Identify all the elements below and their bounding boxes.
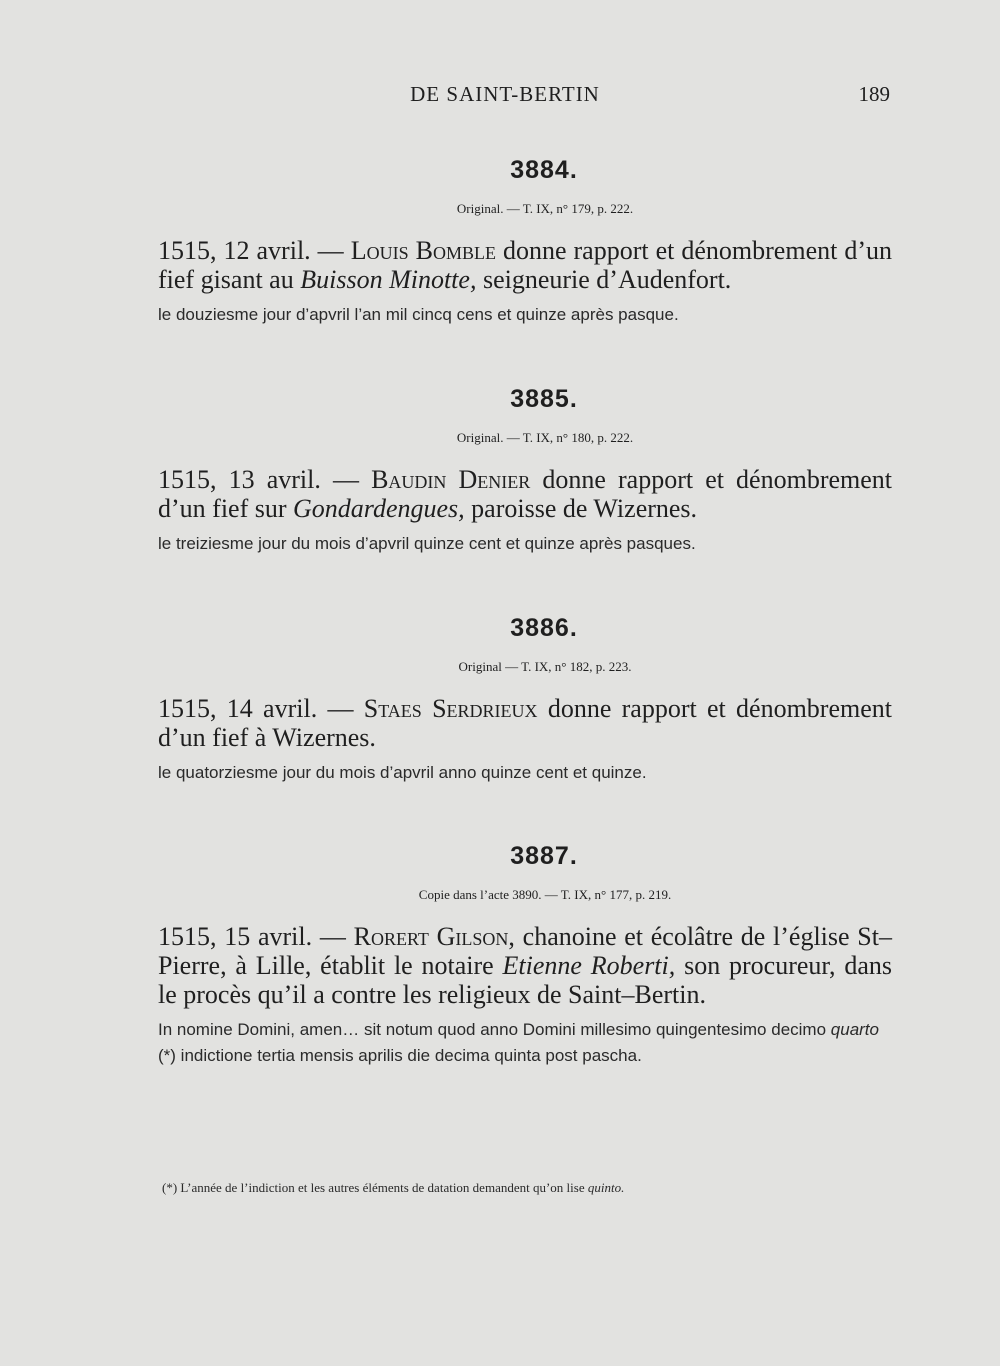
entry-quote: le quatorziesme jour du mois d’apvril anno quinze cent et quinze. (158, 763, 647, 782)
entry-quote: le douziesme jour d’apvril l’an mil cincq cens et quinze après pasque. (158, 305, 679, 324)
entry-number: 3884. (510, 156, 578, 184)
quote-text: In nomine Domini, amen… sit notum quod anno Domini millesimo quingentesimo decimo (158, 1020, 827, 1039)
footnote-italic-word: quinto. (587, 1180, 625, 1195)
entry-date: 1515, 12 avril. — (158, 236, 344, 265)
entry-3886 (158, 614, 892, 786)
place-name: Etienne Roberti, (502, 951, 676, 980)
running-title: DE SAINT-BERTIN (410, 82, 600, 106)
regeste-text: donne rapport et dénombrement d’un fief sur (158, 465, 893, 523)
entry-date: 1515, 15 avril. — (158, 922, 346, 951)
person-name: Rorert Gilson, (353, 922, 515, 951)
entry-3887 (158, 842, 892, 1069)
entry-source: Original. — T. IX, n° 180, p. 222. (456, 430, 634, 445)
page-number: 189 (858, 82, 890, 106)
entry-regeste (158, 922, 892, 1009)
entry-source: Original — T. IX, n° 182, p. 223. (458, 659, 632, 674)
running-head (0, 82, 1000, 108)
quote-italic-word: quarto (830, 1020, 879, 1039)
regeste-text: chanoine et écolâtre de l’église St–Pierre, à Lille, établit le notaire (158, 922, 892, 980)
entry-quote (158, 1017, 892, 1069)
entry-date: 1515, 13 avril. — (158, 465, 359, 494)
quote-text: (*) indictione tertia mensis aprilis die decima quinta post pascha. (158, 1046, 642, 1065)
regeste-text: donne rapport et dénombrement d’un fief gisant au (158, 236, 893, 294)
person-name: Louis Bomble (350, 236, 496, 265)
footnote (162, 1180, 862, 1196)
entry-number: 3887. (510, 842, 578, 870)
entry-regeste (158, 465, 892, 523)
person-name: Staes Serdrieux (363, 694, 538, 723)
entry-regeste (158, 694, 892, 752)
entry-date: 1515, 14 avril. — (158, 694, 354, 723)
entry-source: Original. — T. IX, n° 179, p. 222. (456, 201, 634, 216)
footnote-text: (*) L’année de l’indiction et les autres éléments de datation demandent qu’on lise (162, 1180, 585, 1195)
regeste-text: son procureur, dans le procès qu’il a contre les religieux de Saint–Bertin. (158, 951, 893, 1009)
regeste-text: donne rapport et dénombrement d’un fief à Wizernes. (158, 694, 892, 752)
entry-3885 (158, 385, 892, 557)
entry-number: 3886. (510, 614, 578, 642)
entry-source: Copie dans l’acte 3890. — T. IX, n° 177, p. 219. (418, 887, 672, 902)
regeste-text: paroisse de Wizernes. (471, 494, 698, 523)
entry-number: 3885. (510, 385, 578, 413)
entry-3884 (158, 156, 892, 328)
entry-quote: le treiziesme jour du mois d’apvril quinze cent et quinze après pasques. (158, 534, 696, 553)
person-name: Baudin Denier (371, 465, 531, 494)
entry-regeste (158, 236, 892, 294)
place-name: Buisson Minotte, (300, 265, 477, 294)
place-name: Gondardengues, (293, 494, 465, 523)
regeste-text: seigneurie d’Audenfort. (482, 265, 732, 294)
